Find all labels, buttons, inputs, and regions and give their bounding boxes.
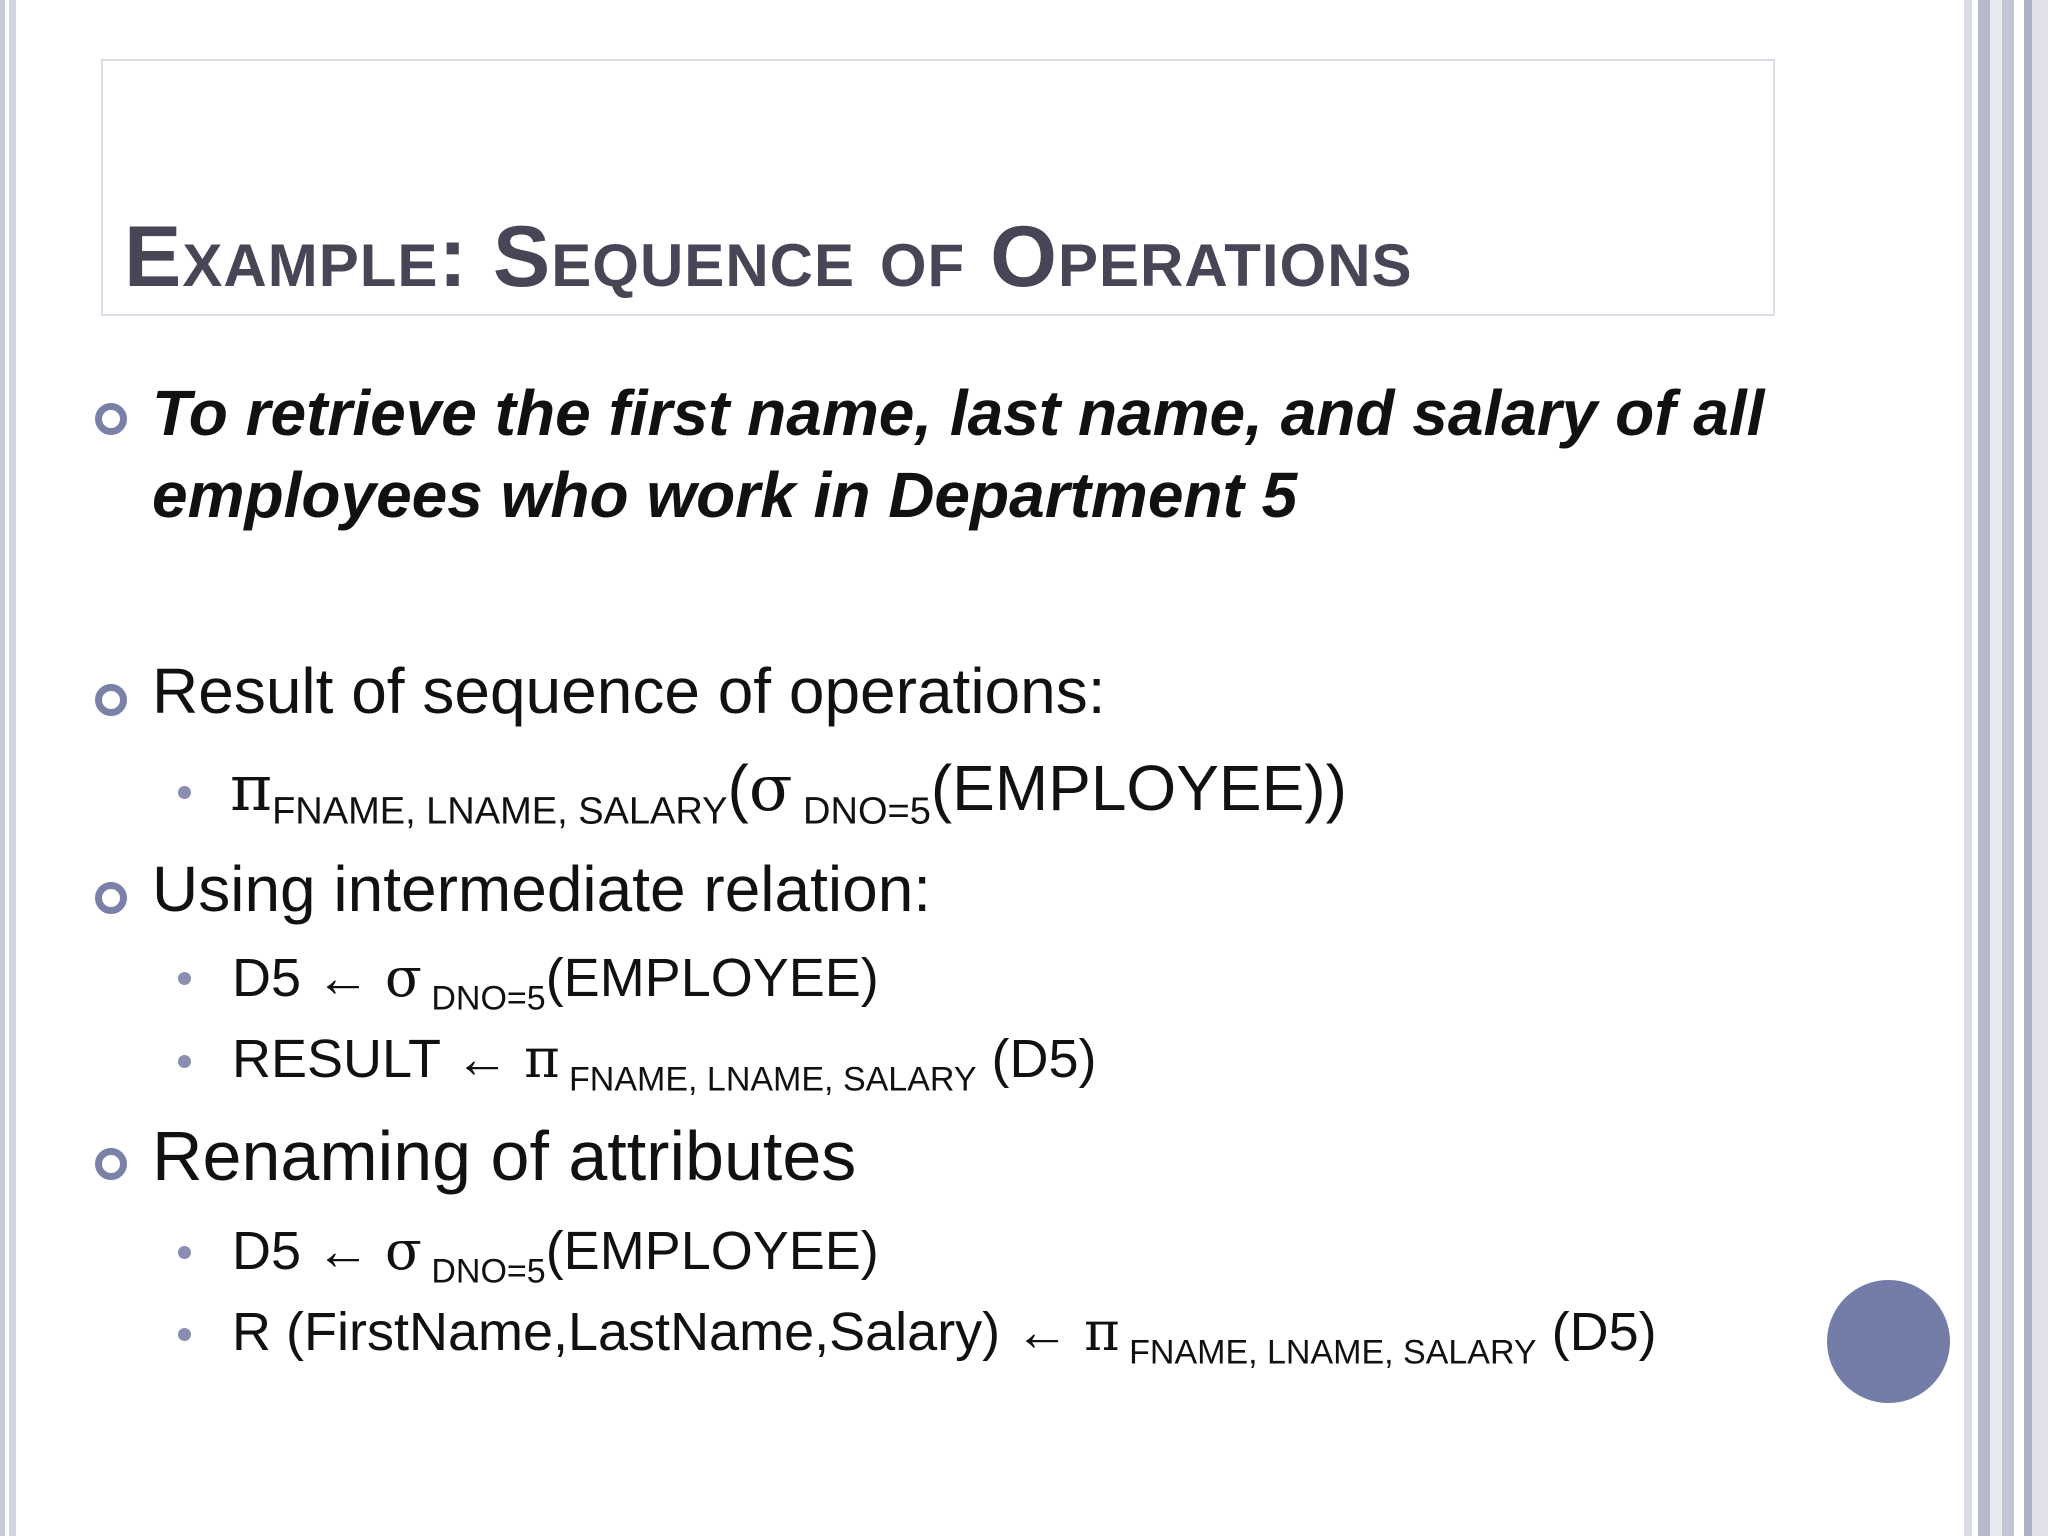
ring-bullet-icon xyxy=(95,684,127,716)
renaming-heading: Renaming of attributes xyxy=(152,1117,857,1195)
expression-rest: (EMPLOYEE) xyxy=(545,1221,879,1281)
expression-d5-selection xyxy=(232,946,879,1018)
pi-subscript: FNAME, LNAME, SALARY xyxy=(559,1060,977,1099)
dot-bullet-icon xyxy=(178,1246,191,1259)
task-line-1: To retrieve the first name, last name, and salary of all xyxy=(152,377,1765,449)
intermediate-heading: Using intermediate relation: xyxy=(152,853,932,925)
pi-symbol: π xyxy=(230,752,273,826)
expression-lhs: RESULT ← xyxy=(232,1029,525,1089)
expression-result-projection xyxy=(232,1027,1097,1099)
dot-bullet-icon xyxy=(178,972,191,985)
expression-lhs: R (FirstName,LastName,Salary) ← xyxy=(232,1302,1085,1362)
ring-bullet-icon xyxy=(95,1148,127,1180)
ring-bullet-icon xyxy=(95,882,127,914)
expression-rest: (D5) xyxy=(1536,1302,1657,1362)
pi-subscript: FNAME, LNAME, SALARY xyxy=(1119,1333,1537,1372)
dot-bullet-icon xyxy=(178,786,191,799)
result-heading: Result of sequence of operations: xyxy=(152,655,1106,727)
sigma-subscript: DNO=5 xyxy=(421,979,546,1018)
pi-symbol: π xyxy=(1084,1300,1120,1363)
dot-bullet-icon xyxy=(178,1055,191,1068)
expression-rename-projection xyxy=(232,1300,1657,1372)
sigma-subscript: DNO=5 xyxy=(792,790,931,833)
expression-rest: (EMPLOYEE) xyxy=(545,948,879,1008)
expression-rest: (EMPLOYEE)) xyxy=(930,752,1347,824)
expression-d5-selection-2 xyxy=(232,1219,879,1291)
expression-lhs: D5 ← xyxy=(232,1221,386,1281)
dot-bullet-icon xyxy=(178,1328,191,1341)
expression-lhs: D5 ← xyxy=(232,948,386,1008)
open-paren: ( xyxy=(727,752,749,824)
ring-bullet-icon xyxy=(95,403,127,435)
sigma-symbol: σ xyxy=(385,1219,422,1282)
pi-subscript: FNAME, LNAME, SALARY xyxy=(272,790,728,833)
decorative-circle xyxy=(1827,1280,1950,1403)
sigma-symbol: σ xyxy=(748,752,793,826)
task-line-2: employees who work in Department 5 xyxy=(152,459,1298,531)
slide-right-border xyxy=(1964,0,2048,1536)
slide-title: Example: Sequence of Operations xyxy=(124,209,1413,305)
sigma-subscript: DNO=5 xyxy=(421,1252,546,1291)
expression-projection-selection xyxy=(230,752,1347,833)
expression-rest: (D5) xyxy=(976,1029,1097,1089)
slide-left-border xyxy=(0,0,16,1536)
pi-symbol: π xyxy=(524,1027,560,1090)
sigma-symbol: σ xyxy=(385,946,422,1009)
